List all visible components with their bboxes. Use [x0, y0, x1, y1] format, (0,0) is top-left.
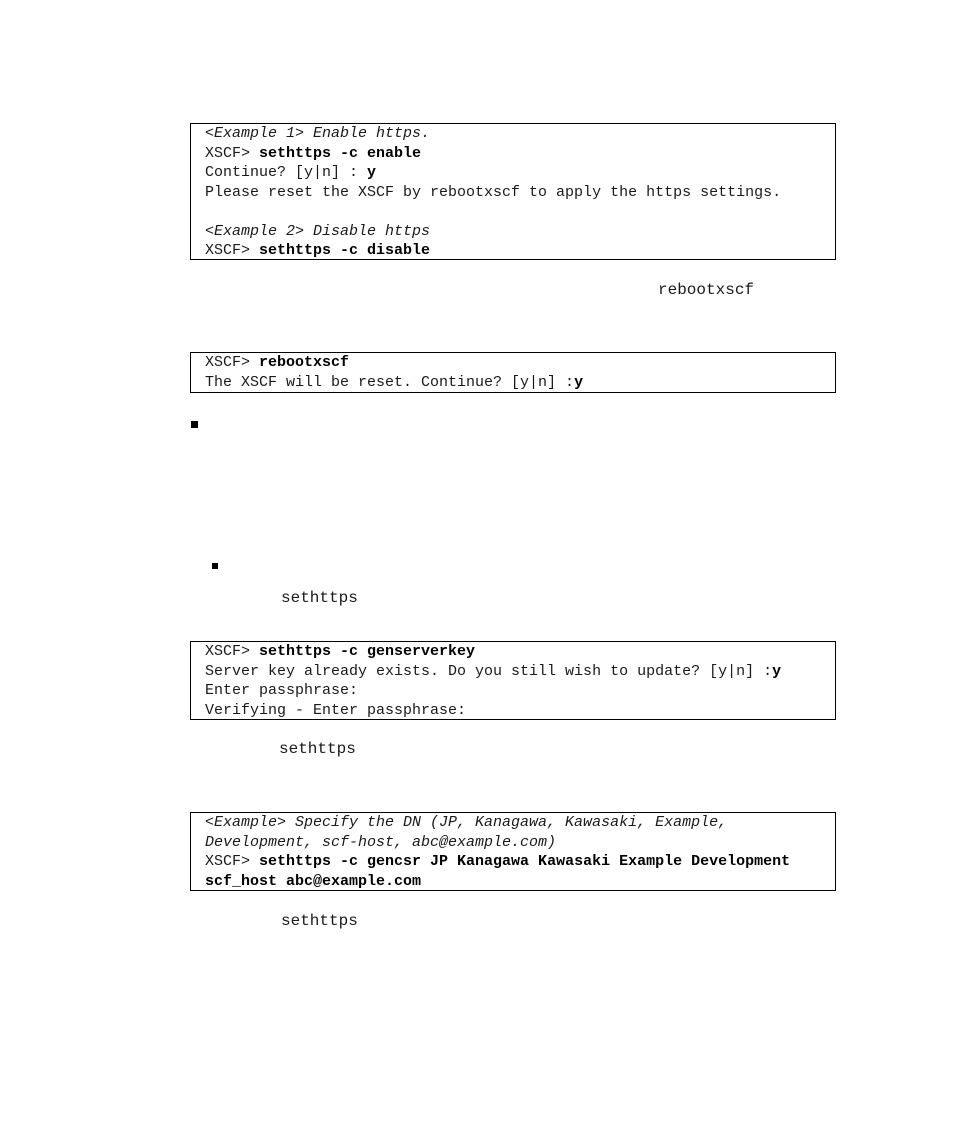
- reboot-answer: y: [574, 373, 584, 391]
- disable-https-command: sethttps -c disable: [259, 242, 431, 259]
- xscf-prompt: XSCF>: [205, 853, 260, 870]
- code-example-https: [190, 123, 836, 260]
- continue-line: [205, 163, 835, 183]
- example2-command-line: [205, 241, 835, 261]
- inline-sethttps-2: sethttps: [279, 740, 356, 758]
- enter-passphrase-line: Enter passphrase:: [205, 682, 359, 699]
- subsection-bullet-icon: [212, 563, 218, 569]
- reboot-confirm-line: [205, 373, 835, 393]
- inline-sethttps-3: sethttps: [281, 912, 358, 930]
- xscf-prompt: XSCF>: [205, 242, 260, 259]
- code-example-reboot: [190, 352, 836, 393]
- genserverkey-question: Server key already exists. Do you still wish to update? [y|n] :: [205, 662, 773, 680]
- gencsr-comment-line-2: Development, scf-host, abc@example.com): [205, 833, 557, 851]
- inline-sethttps-1: sethttps: [281, 589, 358, 607]
- genserverkey-command: sethttps -c genserverkey: [259, 643, 476, 660]
- verify-passphrase-line: Verifying - Enter passphrase:: [205, 701, 467, 719]
- gencsr-comment-line-1: <Example> Specify the DN (JP, Kanagawa, Kawasaki, Example,: [205, 814, 728, 831]
- gencsr-command: sethttps -c gencsr JP Kanagawa Kawasaki Example Development: [259, 853, 791, 870]
- section-bullet-icon: [191, 421, 198, 428]
- genserverkey-answer: y: [772, 662, 782, 680]
- gencsr-command-line-1: [205, 852, 835, 872]
- reboot-command-line: [205, 353, 835, 373]
- enable-https-command: sethttps -c enable: [259, 144, 422, 162]
- xscf-prompt: XSCF>: [205, 643, 260, 660]
- example2-comment: <Example 2> Disable https: [205, 222, 431, 240]
- genserverkey-confirm-line: [205, 662, 835, 682]
- code-example-genserverkey: [190, 641, 836, 720]
- genserverkey-command-line: [205, 642, 835, 662]
- example1-command-line: [205, 144, 835, 164]
- example1-comment: <Example 1> Enable https.: [205, 125, 431, 142]
- reboot-command: rebootxscf: [259, 354, 350, 371]
- xscf-prompt: XSCF>: [205, 354, 260, 371]
- gencsr-command-line-2: scf_host abc@example.com: [205, 872, 422, 890]
- continue-answer: y: [367, 164, 377, 181]
- continue-prompt: Continue? [y|n] :: [205, 164, 368, 181]
- reboot-question: The XSCF will be reset. Continue? [y|n] :: [205, 373, 575, 391]
- inline-rebootxscf: rebootxscf: [658, 281, 755, 299]
- reset-notice: Please reset the XSCF by rebootxscf to apply the https settings.: [205, 183, 782, 201]
- code-example-gencsr: [190, 812, 836, 891]
- blank-line: [205, 202, 835, 222]
- xscf-prompt: XSCF>: [205, 144, 260, 162]
